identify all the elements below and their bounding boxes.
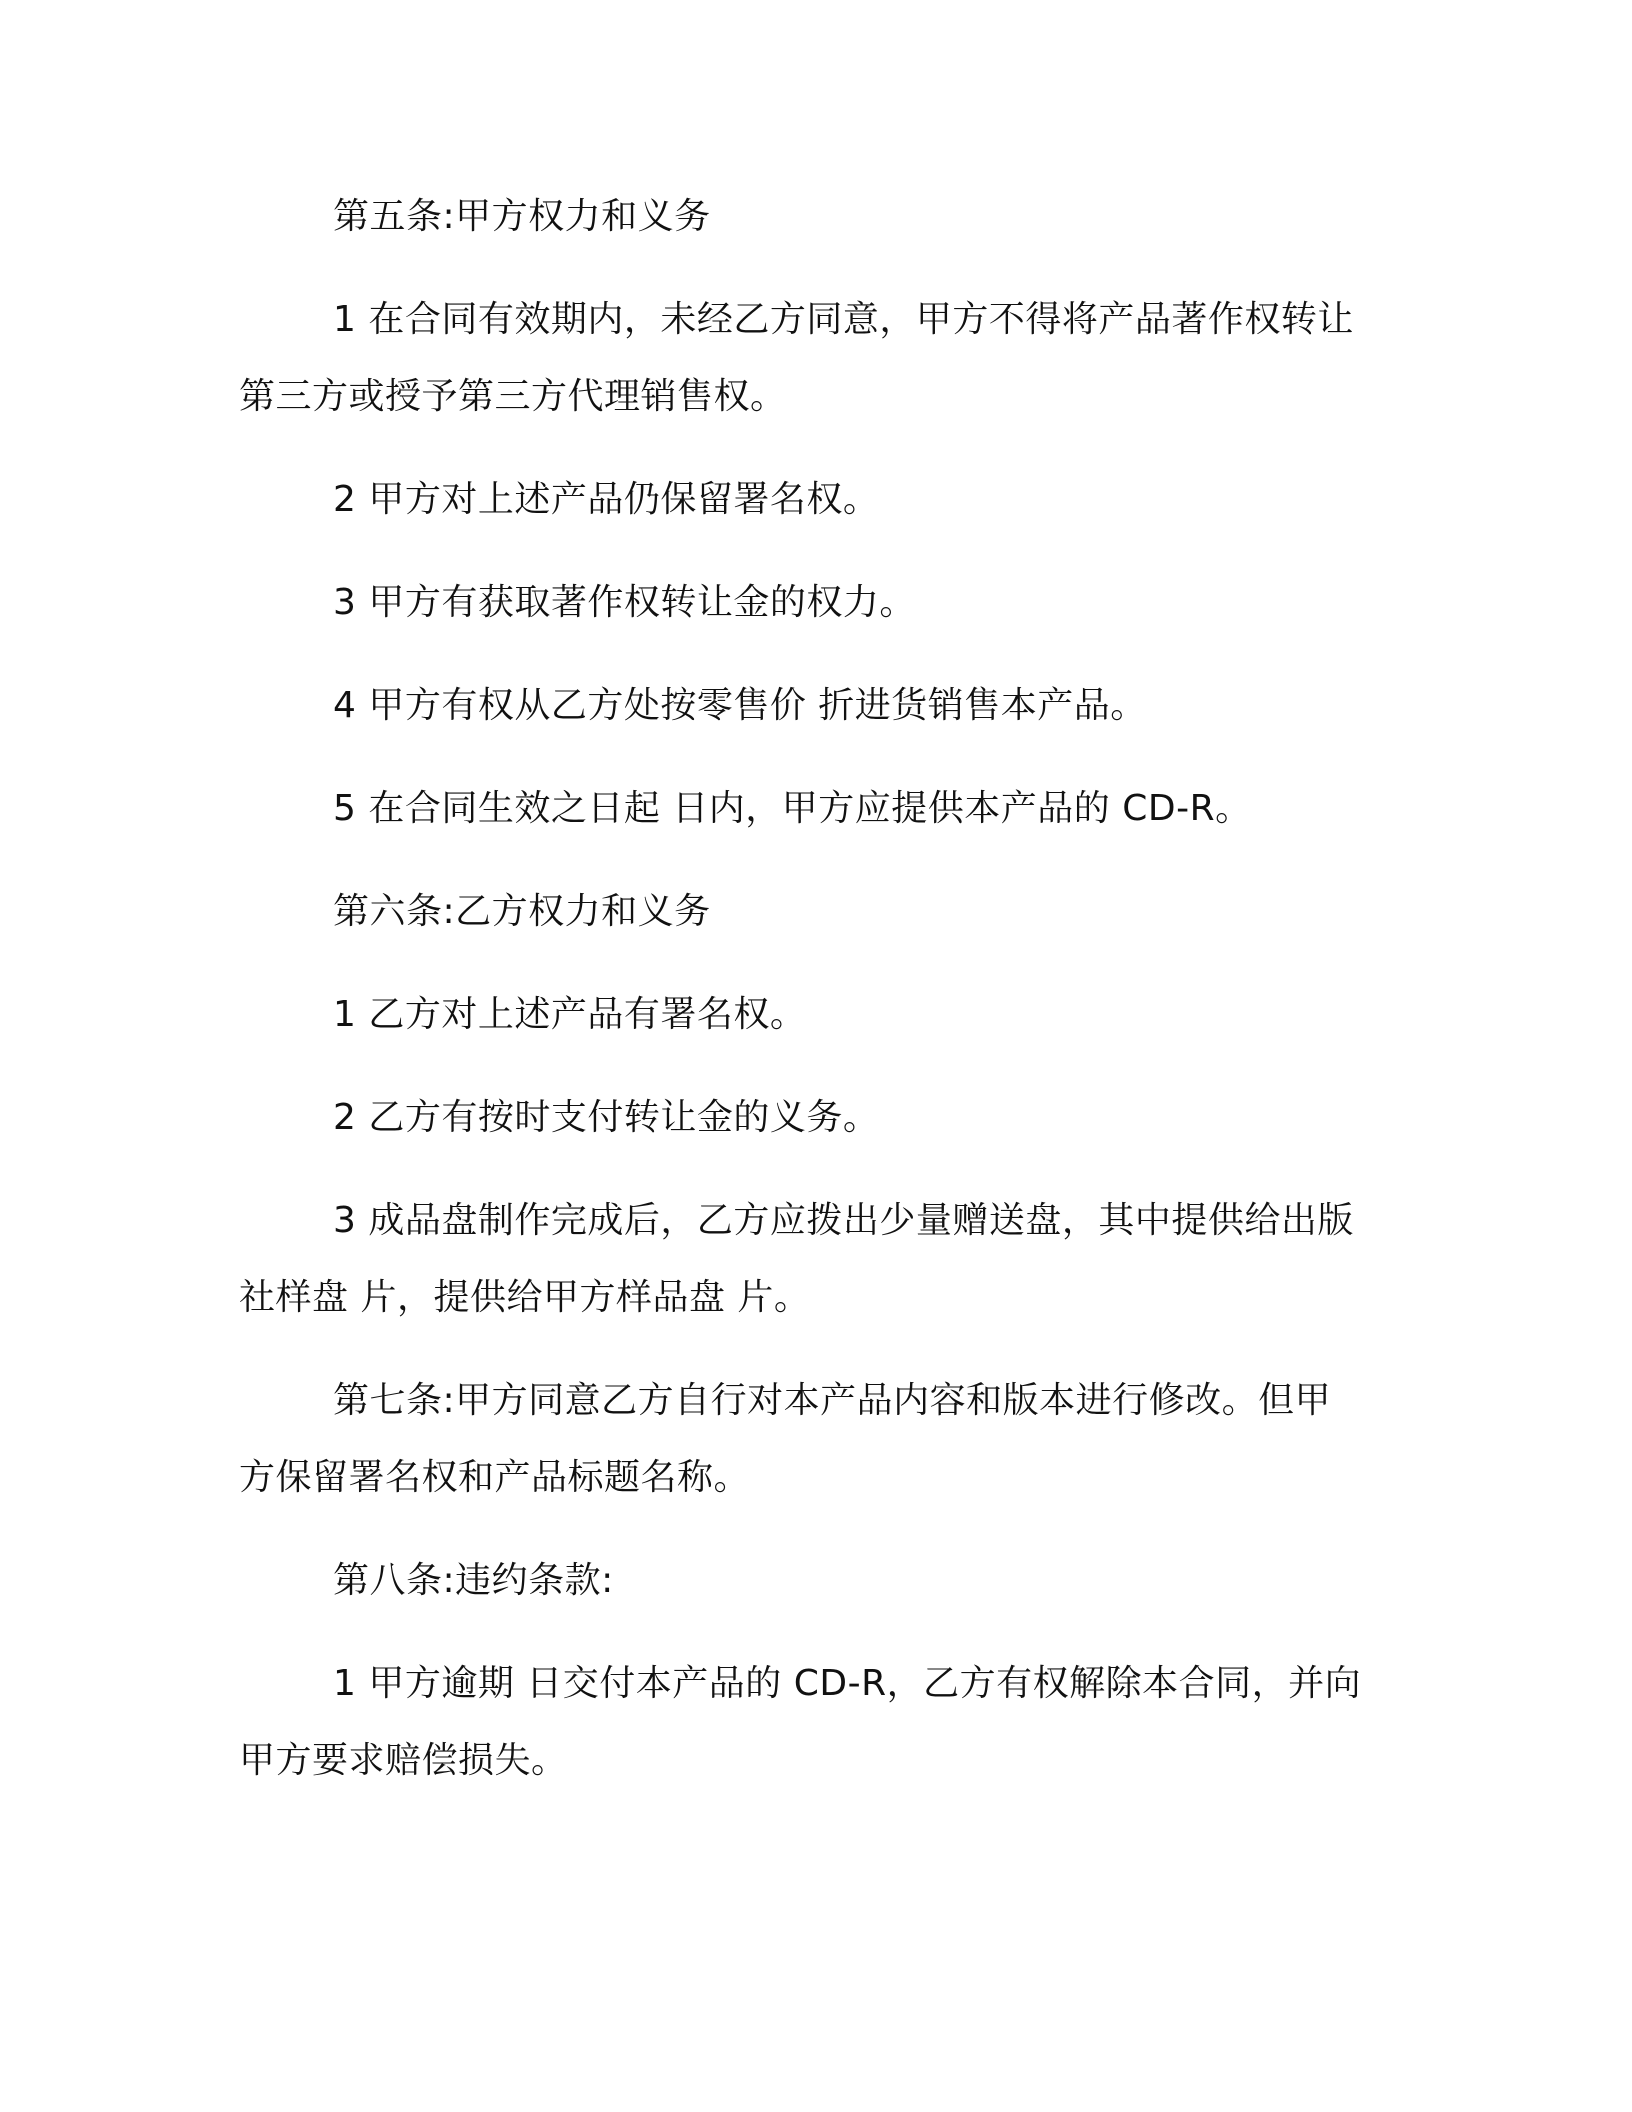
article-7-line-2: 方保留署名权和产品标题名称。 (239, 1457, 751, 1498)
article-5-item-1-line-2: 第三方或授予第三方代理销售权。 (239, 376, 787, 417)
article-5-item-3: 3 甲方有获取著作权转让金的权力。 (333, 582, 916, 623)
article-8-heading: 第八条:违约条款: (333, 1560, 614, 1601)
article-6-item-3-line-2: 社样盘 片，提供给甲方样品盘 片。 (239, 1277, 811, 1318)
article-6-heading: 第六条:乙方权力和义务 (333, 891, 711, 932)
article-6-item-3-line-1: 3 成品盘制作完成后，乙方应拨出少量赠送盘，其中提供给出版 (333, 1200, 1354, 1241)
article-6-item-2: 2 乙方有按时支付转让金的义务。 (333, 1097, 880, 1138)
article-7-line-1: 第七条:甲方同意乙方自行对本产品内容和版本进行修改。但甲 (333, 1380, 1332, 1421)
article-5-item-2: 2 甲方对上述产品仍保留署名权。 (333, 479, 880, 520)
article-6-item-1: 1 乙方对上述产品有署名权。 (333, 994, 807, 1035)
article-5-item-5: 5 在合同生效之日起 日内，甲方应提供本产品的 CD-R。 (333, 788, 1252, 829)
article-5-item-1-line-1: 1 在合同有效期内，未经乙方同意，甲方不得将产品著作权转让 (333, 299, 1354, 340)
article-5-item-4: 4 甲方有权从乙方处按零售价 折进货销售本产品。 (333, 685, 1147, 726)
article-5-heading: 第五条:甲方权力和义务 (333, 196, 711, 237)
article-8-item-1-line-1: 1 甲方逾期 日交付本产品的 CD-R，乙方有权解除本合同，并向 (333, 1663, 1362, 1704)
article-8-item-1-line-2: 甲方要求赔偿损失。 (239, 1740, 568, 1781)
